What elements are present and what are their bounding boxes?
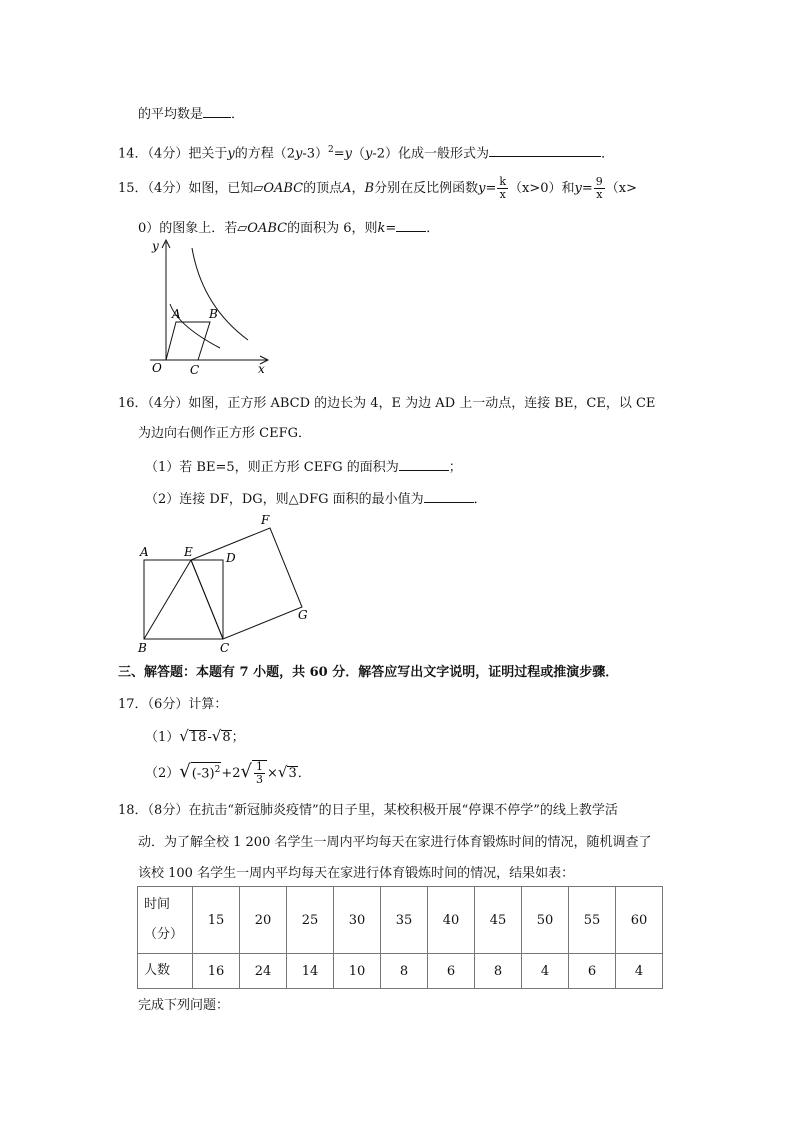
table-cell: 55: [569, 887, 616, 954]
table-row-count: [138, 954, 663, 989]
label-b: B: [209, 307, 218, 321]
table-cell: 15: [193, 887, 240, 954]
label-o: O: [152, 361, 162, 375]
segment-be: [144, 560, 191, 639]
question-17-part2: $(2)√(-3)^2+2√$ $\frac{1}{3}$ ×√3．: [145, 760, 311, 786]
table-cell: 40: [428, 887, 475, 954]
answer-blank[interactable]: [489, 143, 601, 157]
question-18-footer: 完成下列问题：: [138, 998, 230, 1013]
question-15-line1: 15．（4分）如图，已知▱OABC的顶点A，B分别在反比例函数y= $\frac{k}{x}$ （x>0）和y= $\frac{9}{x}$ （x>: [118, 175, 638, 201]
label-c: C: [220, 641, 230, 655]
curve-y-9-over-x: [192, 248, 248, 340]
question-15-line2: 0）的图象上．若▱OABC的面积为 6，则k= ．: [138, 218, 439, 238]
table-cell: 10: [334, 954, 381, 989]
label-g: G: [298, 608, 308, 622]
label-a: A: [172, 307, 181, 321]
question-16-part2: （2）连接 DF，DG，则△DFG 面积的最小值为 ．: [145, 489, 487, 509]
section-3-heading: 三、解答题：本题有 7 小题，共 60 分．解答应写出文字说明，证明过程或推演步骤．: [118, 665, 619, 680]
table-header-time: 时间（分）: [138, 887, 193, 954]
table-cell: 25: [287, 887, 334, 954]
question-16-part1: （1）若 BE=5，则正方形 CEFG 的面积为 ；: [145, 457, 462, 477]
fraction-1-over-3: $\frac{1}{3}$: [255, 760, 263, 786]
label-y: y: [152, 239, 159, 253]
label-x: x: [258, 362, 265, 376]
table-cell: 16: [193, 954, 240, 989]
answer-blank[interactable]: [203, 104, 231, 118]
question-17: 17．（6分）计算：: [118, 697, 228, 712]
table-row-time: [138, 887, 663, 954]
question-18-line1: 18．（8分）在抗击“新冠肺炎疫情”的日子里，某校积极开展“停课不停学”的线上教学活: [118, 803, 618, 818]
table-cell: 20: [240, 887, 287, 954]
table-cell: 60: [616, 887, 663, 954]
table-cell: 50: [522, 887, 569, 954]
q15-figure: [140, 236, 280, 378]
table-cell: 8: [475, 954, 522, 989]
label-e: E: [184, 545, 193, 559]
label-d: D: [226, 551, 236, 565]
fraction-9-over-x: $\frac{9}{x}$: [595, 175, 603, 201]
square-cefg: [191, 528, 302, 639]
table-cell: 8: [381, 954, 428, 989]
question-17-part1: （1）√18-√8；: [145, 727, 245, 745]
table-cell: 4: [616, 954, 663, 989]
table-cell: 24: [240, 954, 287, 989]
label-f: F: [261, 513, 270, 527]
table-cell: 35: [381, 887, 428, 954]
question-16-line1: 16．（4分）如图，正方形 ABCD 的边长为 4，E 为边 AD 上一动点，连接 BE，CE，以 CE: [118, 396, 656, 411]
table-cell: 6: [569, 954, 616, 989]
question-16-line2: 为边向右侧作正方形 CEFG．: [138, 426, 311, 441]
question-18-line3: 该校 100 名学生一周内平均每天在家进行体育锻炼时间的情况，结果如表：: [138, 866, 575, 881]
exercise-time-table: [137, 886, 663, 989]
answer-blank[interactable]: [396, 218, 426, 232]
label-c: C: [190, 363, 200, 377]
question-14: 14．（4分）把关于y的方程$(2y-3)^2=y(y-2)$化成一般形式为 ．: [118, 145, 615, 162]
answer-blank[interactable]: [399, 457, 449, 471]
label-b: B: [138, 641, 147, 655]
table-cell: 45: [475, 887, 522, 954]
question-18-line2: 动．为了解全校 1 200 名学生一周内平均每天在家进行体育锻炼时间的情况，随机调查了: [138, 835, 652, 850]
label-a: A: [140, 545, 149, 559]
table-cell: 14: [287, 954, 334, 989]
table-cell: 6: [428, 954, 475, 989]
fraction-k-over-x: $\frac{k}{x}$: [499, 175, 507, 201]
table-cell: 30: [334, 887, 381, 954]
table-header-count: 人数: [138, 954, 193, 989]
q13-tail: 的平均数是 ．: [138, 104, 244, 124]
table-cell: 4: [522, 954, 569, 989]
q16-figure: [134, 512, 324, 658]
answer-blank[interactable]: [424, 489, 474, 503]
